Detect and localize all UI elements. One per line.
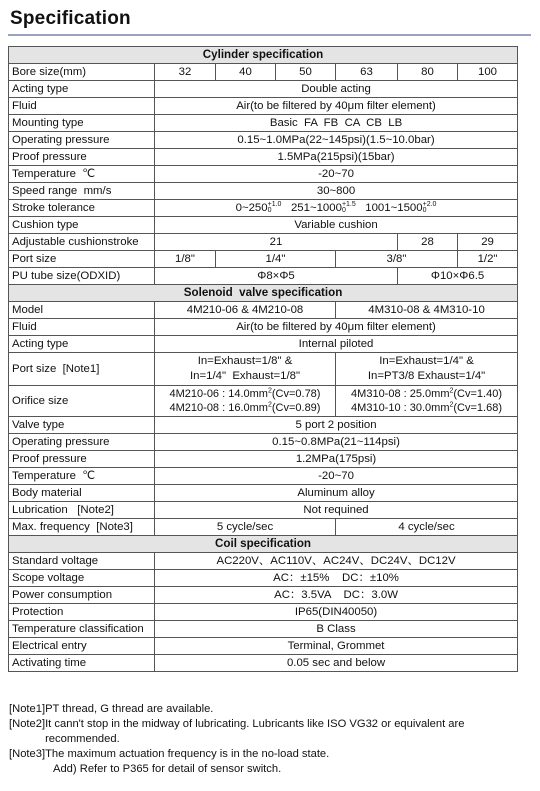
- model-value: 4M210-06 & 4M210-08: [155, 302, 336, 319]
- temperature-label: Temperature ℃: [9, 468, 155, 485]
- operating-pressure-label: Operating pressure: [9, 434, 155, 451]
- orifice-size-value: 4M210-06 : $14.0mm^2(Cv=0.78)$ 4M210-08 : $16.0mm^2(Cv=0.89)$: [155, 386, 336, 417]
- table-row: [9, 485, 518, 502]
- body-material-label: Body material: [9, 485, 155, 502]
- table-row: [9, 587, 518, 604]
- acting-type-value: Double acting: [155, 81, 518, 98]
- scope-voltage-value: AC：±15% DC：±10%: [155, 570, 518, 587]
- table-row: [9, 64, 518, 81]
- adjustable-cushion-value: 29: [458, 234, 518, 251]
- operating-pressure-value: 0.15~1.0MPa(22~145psi)(1.5~10.0bar): [155, 132, 518, 149]
- note-2: [9, 717, 529, 747]
- protection-label: Protection: [9, 604, 155, 621]
- table-row: [9, 655, 518, 672]
- fluid-label: Fluid: [9, 98, 155, 115]
- adjustable-cushion-value: 21: [155, 234, 398, 251]
- operating-pressure-value: 0.15~0.8MPa(21~114psi): [155, 434, 518, 451]
- bore-cell: 32: [155, 64, 216, 81]
- tolerance-stack: +2.0 0: [422, 200, 437, 214]
- bore-cell: 80: [398, 64, 458, 81]
- max-frequency-value: 5 cycle/sec: [155, 519, 336, 536]
- table-row: [9, 451, 518, 468]
- electrical-entry-value: Terminal, Grommet: [155, 638, 518, 655]
- power-consumption-value: AC：3.5VA DC：3.0W: [155, 587, 518, 604]
- adjustable-cushion-label: Adjustable cushionstroke: [9, 234, 155, 251]
- port-size-value: 1/8": [155, 251, 216, 268]
- solenoid-section-header: Solenoid valve specification: [9, 285, 518, 302]
- note-1-text: PT thread, G thread are available.: [45, 703, 214, 715]
- bore-cell: 50: [276, 64, 336, 81]
- proof-pressure-label: Proof pressure: [9, 451, 155, 468]
- table-row: [9, 553, 518, 570]
- port-size-value: 3/8": [336, 251, 458, 268]
- table-row: [9, 166, 518, 183]
- acting-type-label: Acting type: [9, 336, 155, 353]
- table-row: [9, 604, 518, 621]
- table-row: [9, 434, 518, 451]
- bore-size-label: Bore size(mm): [9, 64, 155, 81]
- electrical-entry-label: Electrical entry: [9, 638, 155, 655]
- proof-pressure-value: 1.2MPa(175psi): [155, 451, 518, 468]
- protection-value: IP65(DIN40050): [155, 604, 518, 621]
- cushion-type-value: Variable cushion: [155, 217, 518, 234]
- stroke-range: 251~1000: [290, 202, 342, 214]
- orifice-size-value: 4M310-08 : $25.0mm^2(Cv=1.40)$ 4M310-10 : $30.0mm^2(Cv=1.68)$: [336, 386, 518, 417]
- max-frequency-label: Max. frequency [Note3]: [9, 519, 155, 536]
- add-note: Add) Refer to P365 for detail of sensor switch.: [53, 763, 282, 775]
- temperature-class-label: Temperature classification: [9, 621, 155, 638]
- lubrication-value: Not requined: [155, 502, 518, 519]
- port-size-value: 1/2": [458, 251, 518, 268]
- standard-voltage-value: AC220V、AC110V、AC24V、DC24V、DC12V: [155, 553, 518, 570]
- acting-type-label: Acting type: [9, 81, 155, 98]
- temperature-label: Temperature ℃: [9, 166, 155, 183]
- specification-table: [8, 46, 518, 672]
- table-row: [9, 81, 518, 98]
- table-row: [9, 638, 518, 655]
- table-row: [9, 98, 518, 115]
- speed-range-value: 30~800: [155, 183, 518, 200]
- mounting-type-value: Basic FA FB CA CB LB: [155, 115, 518, 132]
- lubrication-label: Lubrication [Note2]: [9, 502, 155, 519]
- table-row: [9, 519, 518, 536]
- acting-type-value: Internal piloted: [155, 336, 518, 353]
- pu-tube-value: Φ8×Φ5: [155, 268, 398, 285]
- note-2-text: It cann't stop in the midway of lubricating. Lubricants like ISO VG32 or equivalent are recommended.: [45, 718, 465, 745]
- port-size-value: In=Exhaust=1/4" & In=PT3/8 Exhaust=1/4": [336, 353, 518, 386]
- body-material-value: Aluminum alloy: [155, 485, 518, 502]
- table-row: [9, 468, 518, 485]
- port-size-label: Port size [Note1]: [9, 353, 155, 386]
- fluid-value: Air(to be filtered by 40μm filter element): [155, 98, 518, 115]
- valve-type-value: 5 port 2 position: [155, 417, 518, 434]
- note-3-text: The maximum actuation frequency is in the no-load state.: [45, 748, 330, 760]
- coil-section-header: Coil specification: [9, 536, 518, 553]
- proof-pressure-label: Proof pressure: [9, 149, 155, 166]
- mounting-type-label: Mounting type: [9, 115, 155, 132]
- table-row: [9, 268, 518, 285]
- table-row: [9, 336, 518, 353]
- temperature-class-value: B Class: [155, 621, 518, 638]
- standard-voltage-label: Standard voltage: [9, 553, 155, 570]
- table-row: [9, 183, 518, 200]
- stroke-tolerance-label: Stroke tolerance: [9, 200, 155, 217]
- bore-cell: 40: [216, 64, 276, 81]
- tolerance-stack: +1.5 0: [341, 200, 356, 214]
- table-row: [9, 386, 518, 417]
- bore-cell: 63: [336, 64, 398, 81]
- model-value: 4M310-08 & 4M310-10: [336, 302, 518, 319]
- stroke-range: 1001~1500: [365, 202, 423, 214]
- note-1-tag: [Note1]: [9, 703, 46, 715]
- table-row: [9, 132, 518, 149]
- orifice-size-label: Orifice size: [9, 386, 155, 417]
- table-row: [9, 149, 518, 166]
- activating-time-value: 0.05 sec and below: [155, 655, 518, 672]
- title-underline: [8, 34, 531, 36]
- pu-tube-value: Φ10×Φ6.5: [398, 268, 518, 285]
- table-row: [9, 502, 518, 519]
- table-row: [9, 570, 518, 587]
- speed-range-label: Speed range mm/s: [9, 183, 155, 200]
- max-frequency-value: 4 cycle/sec: [336, 519, 518, 536]
- page-title: Specification: [10, 8, 131, 29]
- port-size-label: Port size: [9, 251, 155, 268]
- model-label: Model: [9, 302, 155, 319]
- operating-pressure-label: Operating pressure: [9, 132, 155, 149]
- pu-tube-label: PU tube size(ODXID): [9, 268, 155, 285]
- table-row: [9, 115, 518, 132]
- table-row: [9, 319, 518, 336]
- table-row: [9, 417, 518, 434]
- note-3: [9, 747, 529, 762]
- table-row: [9, 353, 518, 386]
- stroke-range: 0~250: [235, 202, 268, 214]
- table-row: [9, 234, 518, 251]
- table-row: [9, 302, 518, 319]
- bore-cell: 100: [458, 64, 518, 81]
- scope-voltage-label: Scope voltage: [9, 570, 155, 587]
- temperature-value: -20~70: [155, 468, 518, 485]
- temperature-value: -20~70: [155, 166, 518, 183]
- adjustable-cushion-value: 28: [398, 234, 458, 251]
- fluid-value: Air(to be filtered by 40μm filter element): [155, 319, 518, 336]
- activating-time-label: Activating time: [9, 655, 155, 672]
- note-1: [9, 702, 529, 717]
- table-row: [9, 217, 518, 234]
- port-size-value: In=Exhaust=1/8" & In=1/4" Exhaust=1/8": [155, 353, 336, 386]
- tolerance-stack: +1.0 0: [267, 200, 282, 214]
- fluid-label: Fluid: [9, 319, 155, 336]
- proof-pressure-value: 1.5MPa(215psi)(15bar): [155, 149, 518, 166]
- cylinder-section-header: Cylinder specification: [9, 47, 518, 64]
- footnotes: [9, 702, 529, 777]
- valve-type-label: Valve type: [9, 417, 155, 434]
- note-3-tag: [Note3]: [9, 748, 46, 760]
- table-row: [9, 200, 518, 217]
- table-row: [9, 251, 518, 268]
- cushion-type-label: Cushion type: [9, 217, 155, 234]
- note-2-tag: [Note2]: [9, 718, 46, 730]
- power-consumption-label: Power consumption: [9, 587, 155, 604]
- port-size-value: 1/4": [216, 251, 336, 268]
- stroke-tolerance-value: [155, 200, 518, 217]
- table-row: [9, 621, 518, 638]
